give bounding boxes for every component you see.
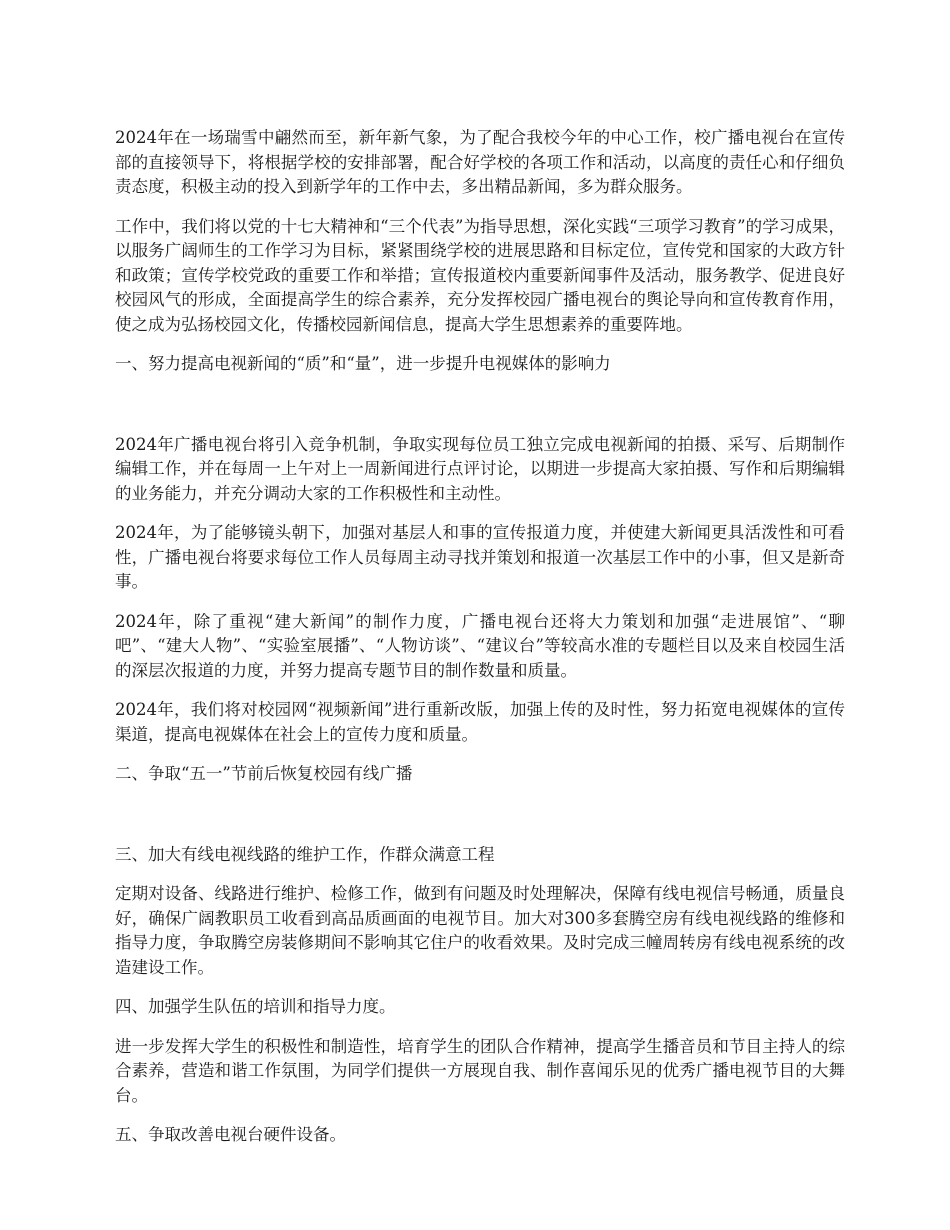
section-heading-3: 三、加大有线电视线路的维护工作，作群众满意工程 bbox=[115, 844, 495, 864]
student-training-paragraph: 进一步发挥大学生的积极性和制造性，培育学生的团队合作精神，提高学生播音员和节目主持人的综合素养，营造和谐工作氛围，为同学们提供一方展现自我、制作喜闻乐见的优秀广播电视节目的大舞台。 bbox=[115, 1036, 845, 1105]
competition-mechanism-paragraph: 2024年广播电视台将引入竞争机制，争取实现每位员工独立完成电视新闻的拍摄、采写、后期制作编辑工作，并在每周一上午对上一周新闻进行点评讨论，以期进一步提高大家拍摄、写作和后期编辑的业务能力，并充分调动大家的工作积极性和主动性。 bbox=[115, 434, 845, 503]
special-programs-paragraph: 2024年，除了重视“建大新闻”的制作力度，广播电视台还将大力策划和加强“走进展馆”、“聊吧”、“建大人物”、“实验室展播”、“人物访谈”、“建议台”等较高水准的专题栏目以及来自校园生活的深层次报道的力度，并努力提高专题节目的制作数量和质量。 bbox=[115, 611, 845, 680]
video-news-paragraph: 2024年，我们将对校园网“视频新闻”进行重新改版，加强上传的及时性，努力拓宽电视媒体的宣传渠道，提高电视媒体在社会上的宣传力度和质量。 bbox=[115, 700, 845, 744]
blank-gap bbox=[115, 392, 845, 433]
guiding-principles-paragraph: 工作中，我们将以党的十七大精神和“三个代表”为指导思想，深化实践“三项学习教育”的学习成果，以服务广阔师生的工作学习为目标，紧紧围绕学校的进展思路和目标定位，宣传党和国家的大政方针和政策；宣传学校党政的重要工作和举措；宣传报道校内重要新闻事件及活动，服务教学、促进良好校园风气的形成，全面提高学生的综合素养，充分发挥校园广播电视台的舆论导向和宣传教育作用，使之成为弘扬校园文化，传播校园新闻信息，提高大学生思想素养的重要阵地。 bbox=[115, 216, 845, 334]
blank-gap bbox=[115, 802, 845, 843]
intro-paragraph: 2024年在一场瑞雪中翩然而至，新年新气象，为了配合我校今年的中心工作，校广播电视台在宣传部的直接领导下，将根据学校的安排部署，配合好学校的各项工作和活动，以高度的责任心和仔细负责态度，积极主动的投入到新学年的工作中去，多出精品新闻，多为群众服务。 bbox=[115, 128, 845, 196]
document-body bbox=[115, 126, 845, 1163]
section-heading-4: 四、加强学生队伍的培训和指导力度。 bbox=[115, 997, 396, 1016]
maintenance-paragraph: 定期对设备、线路进行维护、检修工作，做到有问题及时处理解决，保障有线电视信号畅通，质量良好，确保广阔教职员工收看到高品质画面的电视节目。加大对300多套腾空房有线电视线路的维修和指导力度，争取腾空房装修期间不影响其它住户的收看效果。及时完成三幢周转房有线电视系统的改造建设工作。 bbox=[115, 884, 845, 977]
section-heading-2: 二、争取“五一”节前后恢复校园有线广播 bbox=[115, 764, 413, 783]
grassroots-reporting-paragraph: 2024年，为了能够镜头朝下，加强对基层人和事的宣传报道力度，并使建大新闻更具活泼性和可看性，广播电视台将要求每位工作人员每周主动寻找并策划和报道一次基层工作中的小事，但又是新奇事。 bbox=[115, 523, 845, 591]
section-heading-1: 一、努力提高电视新闻的“质”和“量”，进一步提升电视媒体的影响力 bbox=[115, 354, 611, 373]
section-heading-5: 五、争取改善电视台硬件设备。 bbox=[115, 1125, 346, 1144]
